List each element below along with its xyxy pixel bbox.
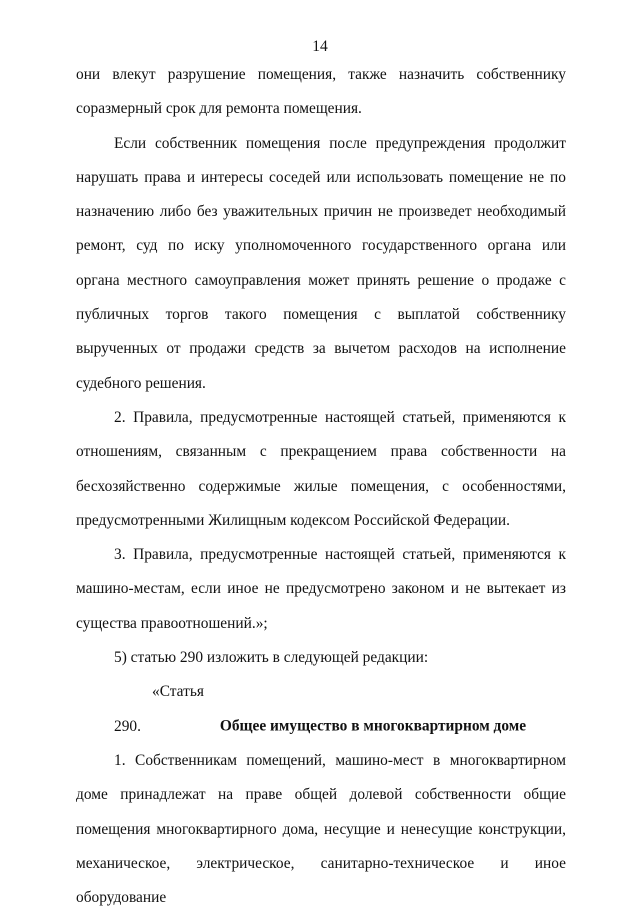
paragraph-rule-2: 2. Правила, предусмотренные настоящей статьей, применяются к отношениям, связанным с прекращением права собственности на бесхозяйственно содержимые жилые помещения, с особенностями, предусмотренными Жилищным кодексом Российской Федерации. bbox=[76, 408, 566, 529]
paragraph-article-290-1: 1. Собственникам помещений, машино-мест в многоквартирном доме принадлежат на праве общей долевой собственности общие помещения многоквартирного дома, несущие и ненесущие конструкции, механическое, электрическое, санитарно-техническое и иное оборудование bbox=[76, 751, 566, 907]
article-title: Общее имущество в многоквартирном доме bbox=[219, 717, 527, 735]
paragraph-amendment-5: 5) статью 290 изложить в следующей редакции: bbox=[114, 649, 429, 667]
paragraph-rule-3: 3. Правила, предусмотренные настоящей статьей, применяются к машино-местам, если иное не предусмотрено законом и не вытекает из существа правоотношений.»; bbox=[76, 546, 566, 632]
paragraph-continuation: они влекут разрушение помещения, также назначить собственнику соразмерный срок для ремонта помещения. bbox=[76, 66, 566, 118]
document-body bbox=[76, 58, 566, 915]
page-number: 14 bbox=[312, 38, 328, 55]
paragraph-owner-violations: Если собственник помещения после предупреждения продолжит нарушать права и интересы соседей или использовать помещение не по назначению либо без уважительных причин не произведет необходимый ремонт, суд по иску уполномоченного государственного органа или органа местного самоуправления может принять решение о продаже с публичных торгов такого помещения с выплатой собственнику вырученных от продажи средств за вычетом расходов на исполнение судебного решения. bbox=[76, 134, 566, 392]
article-label: «Статья 290. bbox=[114, 683, 204, 735]
article-heading bbox=[76, 675, 566, 744]
